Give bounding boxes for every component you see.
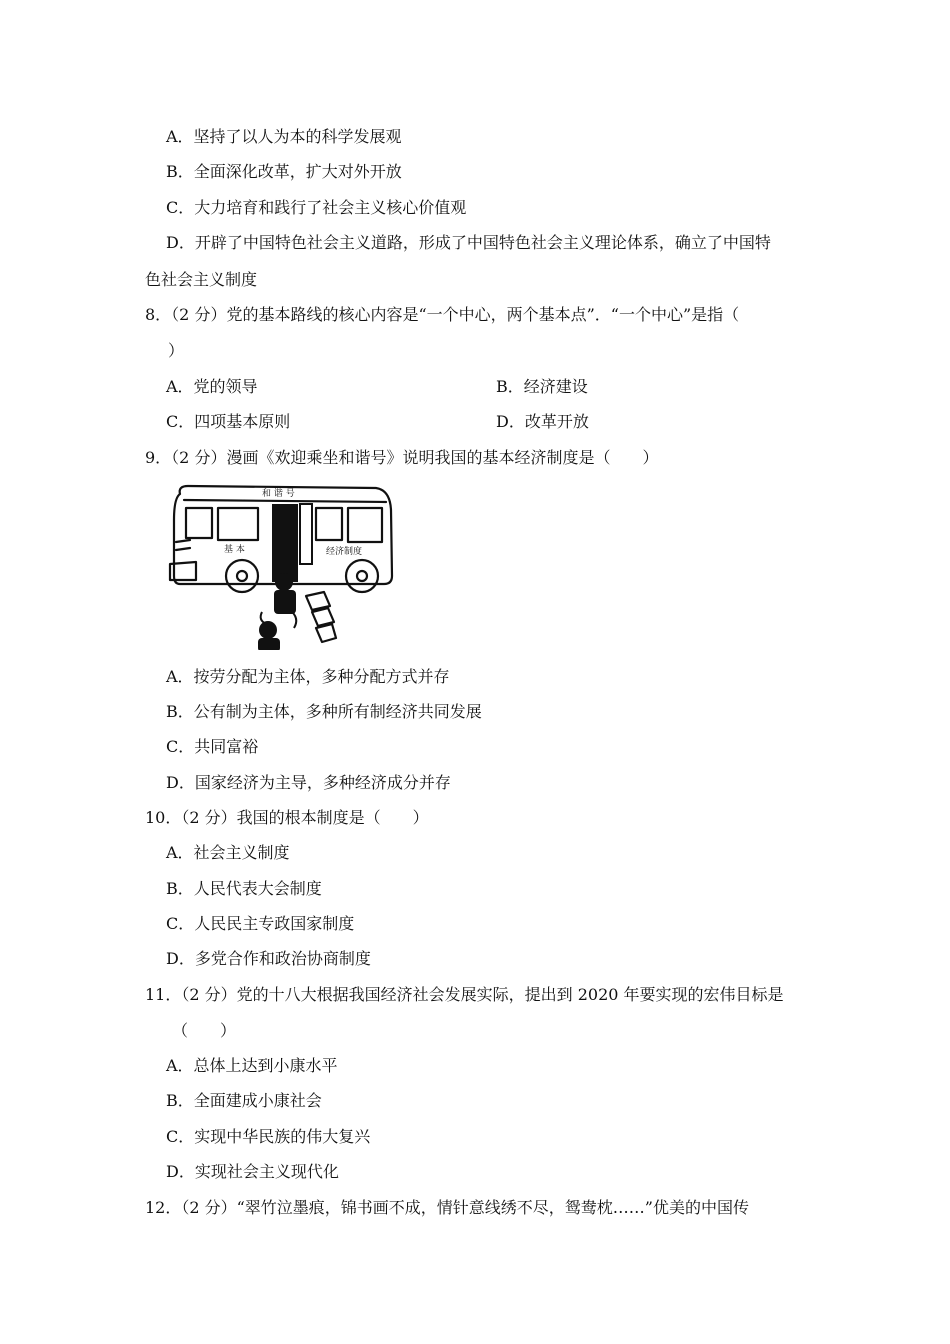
cartoon-label-roof: 和 谐 号 (262, 489, 295, 499)
q10-option-d: D．多党合作和政治协商制度 (166, 949, 371, 968)
q7-option-d-line1: D．开辟了中国特色社会主义道路，形成了中国特色社会主义理论体系，确立了中国特 (166, 233, 771, 252)
q7-option-c: C．大力培育和践行了社会主义核心价值观 (166, 198, 467, 217)
q9-option-a: A．按劳分配为主体，多种分配方式并存 (166, 667, 450, 686)
q7-option-d-line2: 色社会主义制度 (145, 270, 258, 289)
q8-option-c: C．四项基本原则 (166, 412, 291, 431)
q10-option-b: B．人民代表大会制度 (166, 879, 322, 898)
harmony-bus-cartoon (166, 480, 396, 650)
q9-option-c: C．共同富裕 (166, 737, 259, 756)
q9-option-d: D．国家经济为主导，多种经济成分并存 (166, 773, 451, 792)
q11-stem-line1: 11．（2 分）党的十八大根据我国经济社会发展实际，提出到 2020 年要实现的宏伟目标是 (145, 985, 784, 1004)
q11-stem-line2: （ ） (172, 1021, 237, 1040)
q8-option-d: D．改革开放 (496, 412, 589, 431)
q10-stem: 10．（2 分）我国的根本制度是（ ） (145, 808, 429, 827)
q10-option-c: C．人民民主专政国家制度 (166, 914, 355, 933)
q10-option-a: A．社会主义制度 (166, 843, 290, 862)
q11-option-b: B．全面建成小康社会 (166, 1091, 322, 1110)
q7-option-b: B．全面深化改革，扩大对外开放 (166, 162, 402, 181)
q11-option-a: A．总体上达到小康水平 (166, 1056, 338, 1075)
q12-stem-line1: 12．（2 分）“翠竹泣墨痕，锦书画不成，情针意线绣不尽，鸳鸯枕……”优美的中国传 (145, 1198, 749, 1217)
cartoon-label-right: 经济制度 (326, 547, 363, 557)
q11-option-c: C．实现中华民族的伟大复兴 (166, 1127, 371, 1146)
q8-option-b: B．经济建设 (496, 377, 588, 396)
q7-option-a: A．坚持了以人为本的科学发展观 (166, 127, 402, 146)
q9-option-b: B．公有制为主体，多种所有制经济共同发展 (166, 702, 482, 721)
q8-option-a: A．党的领导 (166, 377, 258, 396)
q11-option-d: D．实现社会主义现代化 (166, 1162, 339, 1181)
cartoon-label-left: 基 本 (224, 545, 245, 555)
q9-stem: 9．（2 分）漫画《欢迎乘坐和谐号》说明我国的基本经济制度是（ ） (145, 448, 659, 467)
q8-stem-line1: 8．（2 分）党的基本路线的核心内容是“一个中心，两个基本点”．“一个中心”是指（ (145, 305, 740, 324)
q8-stem-line2: ） (168, 341, 185, 360)
